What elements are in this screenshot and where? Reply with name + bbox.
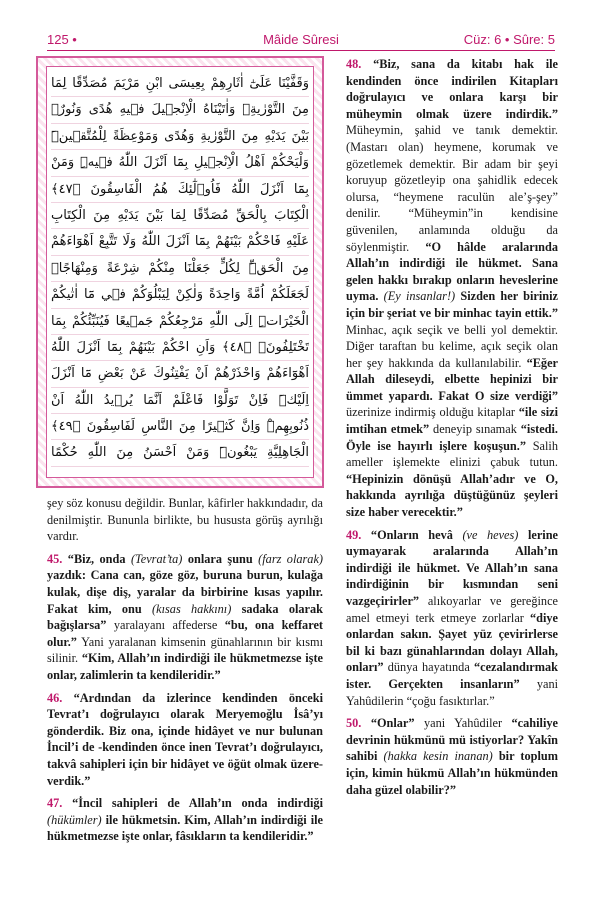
page-header <box>47 32 555 52</box>
verse-number: 47. <box>47 796 63 811</box>
arabic-line: اِلَيْكَۜ فَاِنْ تَوَلَّوْا فَاعْلَمْ اَنَّمَا يُرٖيدُ اللّٰهُ اَنْ <box>51 388 309 414</box>
arabic-line: عَلَيْهِ فَاحْكُمْ بَيْنَهُمْ بِمَٓا اَنْزَلَ اللّٰهُ وَلَا تَتَّبِعْ اَهْوَٓاءَهُمْ <box>51 229 309 255</box>
arabic-line: الْجَاهِلِيَّةِ يَبْغُونَۜ وَمَنْ اَحْسَنُ مِنَ اللّٰهِ حُكْمًا <box>51 440 309 466</box>
arabic-line: مِنَ التَّوْرٰيةِۖ وَاٰتَيْنَاهُ الْاِنْجٖيلَ فٖيهِ هُدًى وَنُورٌۙ <box>51 97 309 123</box>
arabic-line: مِنَ الْحَقِّۜ لِكُلٍّ جَعَلْنَا مِنْكُمْ شِرْعَةً وَمِنْهَاجًاۜ <box>51 256 309 282</box>
left-text-column <box>47 495 323 851</box>
juz-sura-label: Cüz: 6 • Sûre: 5 <box>463 32 555 47</box>
arabic-line: لَجَعَلَكُمْ اُمَّةً وَاحِدَةً وَلٰكِنْ لِيَبْلُوَكُمْ فٖي مَٓا اٰتٰيكُمْ <box>51 282 309 308</box>
arabic-line: الْكِتَابَ بِالْحَقِّ مُصَدِّقًا لِمَا بَيْنَ يَدَيْهِ مِنَ الْكِتَابِ <box>51 203 309 229</box>
arabic-line: وَلْيَحْكُمْ اَهْلُ الْاِنْجٖيلِ بِمَٓا اَنْزَلَ اللّٰهُ فٖيهِۜ وَمَنْ <box>51 150 309 176</box>
verse-45: 45. “Biz, onda (Tevrat’ta) onlara şunu (farz olarak) yazdık: Cana can, göze göz, buruna burun, kulağa kulak, dişe diş, yaralar da birbirine kısas yapılır. Fakat kim, onu (kısas hakkını) sadaka olarak bağışlarsa” yaralayanı affedersе “bu, ona keffaret olur.” Yani yaralanan kimsenin günahlarının bir kısmı silinir. “Kim, Allah’ın indirdiği ile hükmetmezse işte onlar, zalimlerin ta kendileridir.” <box>47 551 324 682</box>
arabic-line: الْخَيْرَاتِۜ اِلَى اللّٰهِ مَرْجِعُكُمْ جَمٖيعًا فَيُنَبِّئُكُمْ بِمَا <box>51 309 309 335</box>
verse-number: 45. <box>47 551 63 566</box>
verse-number: 48. <box>346 57 362 71</box>
verse-46: 46. “Ardından da izlerince kendinden önceki Tevrat’ı doğrulayıcı olarak Meryemoğlu İsâ’yı gönderdik. Biz ona, içinde hidâyet ve nur bulunan İncil’i de -kendinden önce inen Tevrat’ı doğrulayıcı, takvâ sahipleri için bir hidâyet ve öğüt olmak üzere- verdik.” <box>47 690 323 788</box>
verse-49: 49. “Onların hevâ (ve heves) lerine uymayarak aralarında Allah’ın indirdiği ile hükmet. Ve Allah’ın sana indirdiğinin bir kısmından seni vazgeçirirler” alıkoyarlar ve gereğince amel etmeyi terk etmeye zorlarlar “diye onlardan sakın. Şayet yüz çevirirlerse bil ki bazı günahlarından dolayı Allah, onları” dünya hayatında “cezalandırmak ister. Gerçekten insanların” yani Yahûdilerin “çoğu fasıktırlar.” <box>346 527 559 708</box>
arabic-line: بِمَٓا اَنْزَلَ اللّٰهُ فَاُو۬لٰٓئِكَ هُمُ الْفَاسِقُونَ ﴿٤٧﴾ <box>51 177 309 203</box>
verse-50: 50. “Onlar” yani Yahûdiler “cahiliye devrinin hükmünü mü istiyorlar? Yakîn sahibi (hakka kesin inanan) bir toplum için, kimin hükmü Allah’ın hükmünden daha güzel olabilir?” <box>346 716 558 797</box>
arabic-line: بَيْنَ يَدَيْهِ مِنَ التَّوْرٰيةِ وَهُدًى وَمَوْعِظَةً لِلْمُتَّقٖينَۜ <box>51 124 309 150</box>
verse-number: 46. <box>47 690 63 705</box>
sura-title: Mâide Sûresi <box>263 32 339 47</box>
arabic-line: وَقَفَّيْنَا عَلَىٰٓ اٰثَارِهِمْ بِعِيسَى ابْنِ مَرْيَمَ مُصَدِّقًا لِمَا <box>51 71 309 97</box>
verse-48: 48. “Biz, sana da kitabı hak ile kendinden önce indirilen Kitapları doğrulayıcı ve onlara karşı bir müheymin olmak üzere indirdik.” Müheymin, şahid ve tanık demektir. (Mastarı olan) heymene, korumak ve gözetlemek demektir. Bir adam bir şeyi koruyup gözetleyip ona şahidlik edecek olursa, “heymene raculün ale’ş-şey” denilir. “Müheymin”in kendisine güvenilen, anlamında olduğu da söylenmiştir. “O hâlde aralarında Allah’ın indirdiği ile hükmet. Sana gelen hakkı bırakıp onların heveslerine uyma. (Ey insanlar!) Sizden her biriniz için bir şeriat ve bir minhac tayin ettik.” Minhac, açık seçik ve belli yol demektir. Diğer taraftan bu kelime, açık seçik olan her şey hakkında da kullanılabilir. “Eğer Allah dileseydi, elbette hepinizi bir ümmet yapardı. Fakat O size verdiği” üzerinize indirmiş olduğu kitaplar “ile sizi imtihan etmek” deneyip sınamak “istedi. Öyle ise hayırlı işlere koşuşun.” Salih ameller işlemekte elinizi çabuk tutun. “Hepinizin dönüşü Allah’adır ve O, hakkında ayrılığa düştüğünüz şeyleri size haber verecektir.” <box>346 57 559 520</box>
arabic-line: اَهْوَٓاءَهُمْ وَاحْذَرْهُمْ اَنْ يَفْتِنُوكَ عَنْ بَعْضِ مَٓا اَنْزَلَ <box>51 361 309 387</box>
header-divider <box>47 50 555 51</box>
verse-number: 50. <box>346 716 362 731</box>
arabic-text-panel <box>46 66 314 478</box>
arabic-line: ذُنُوبِهِمْۜ وَاِنَّ كَثٖيرًا مِنَ النَّاسِ لَفَاسِقُونَ ﴿٤٩﴾ <box>51 414 309 440</box>
arabic-verses <box>51 71 309 473</box>
right-text-column <box>346 56 558 804</box>
intro-paragraph: şey söz konusu değildir. Bunlar, kâfirler hakkındadır, da denilmiştir. Bununla birlikte, bu hususta görüş ayrılığı vardır. <box>47 496 323 544</box>
arabic-line: تَخْتَلِفُونَۙ ﴿٤٨﴾ وَاَنِ احْكُمْ بَيْنَهُمْ بِمَٓا اَنْزَلَ اللّٰهُ <box>51 335 309 361</box>
page-number: 125 • <box>47 32 77 47</box>
verse-47: 47. “İncil sahipleri de Allah’ın onda indirdiği (hükümler) ile hükmetsin. Kim, Allah’ın indirdiği ile hükmetmezse işte onlar, fâsıkların ta kendileridir.” <box>47 796 323 844</box>
arabic-text-frame <box>36 56 324 488</box>
verse-number: 49. <box>346 527 362 542</box>
